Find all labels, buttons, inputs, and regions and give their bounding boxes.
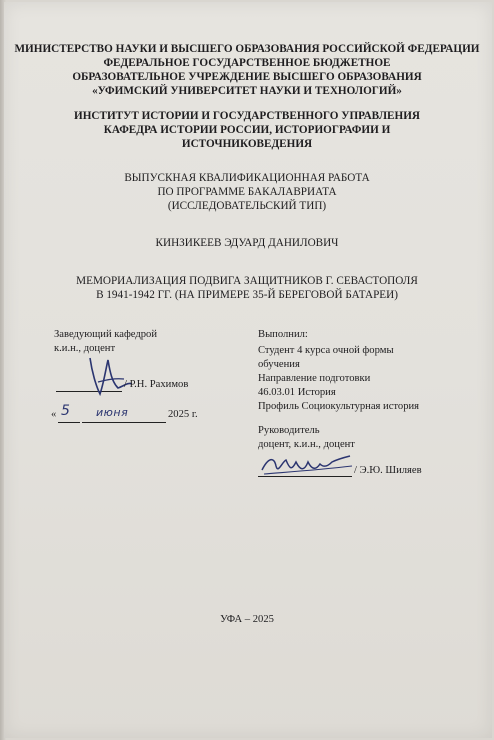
head-degree: к.и.н., доцент [54,343,116,354]
student-info-line: 46.03.01 История [258,387,336,398]
date-month-line [82,422,166,423]
institute-line: ИНСТИТУТ ИСТОРИИ И ГОСУДАРСТВЕННОГО УПРАВЛЕНИЯ [74,110,420,122]
supervisor-degree: доцент, к.и.н., доцент [258,439,355,450]
ministry-line: «УФИМСКИЙ УНИВЕРСИТЕТ НАУКИ И ТЕХНОЛОГИЙ» [92,85,402,97]
city-year [0,614,494,625]
ministry-header [0,42,494,98]
work-type-line: (ИССЛЕДОВАТЕЛЬСКИЙ ТИП) [167,200,327,212]
performed-label: Выполнил: [258,329,308,340]
supervisor-name: / Э.Ю. Шиляев [354,465,422,476]
institute-line: ИСТОЧНИКОВЕДЕНИЯ [181,138,313,150]
student-info-line: обучения [258,359,300,370]
ministry-line: ФЕДЕРАЛЬНОЕ ГОСУДАРСТВЕННОЕ БЮДЖЕТНОЕ [103,57,391,69]
head-signature [84,352,144,402]
ministry-line: ОБРАЗОВАТЕЛЬНОЕ УЧРЕЖДЕНИЕ ВЫСШЕГО ОБРАЗОВАНИЯ [72,71,422,83]
supervisor-block [258,424,468,452]
thesis-title [0,274,494,302]
head-of-department-block [54,328,244,356]
thesis-title-line: МЕМОРИАЛИЗАЦИЯ ПОДВИГА ЗАЩИТНИКОВ Г. СЕВАСТОПОЛЯ [76,275,418,287]
student-info-line: Направление подготовки [258,373,371,384]
work-type-line: ПО ПРОГРАММЕ БАКАЛАВРИАТА [157,186,337,198]
date-day-line [58,422,80,423]
student-block [258,328,468,414]
institute-line: КАФЕДРА ИСТОРИИ РОССИИ, ИСТОРИОГРАФИИ И [103,124,391,136]
date-month: июня [96,406,129,419]
city-year-text: УФА – 2025 [220,614,274,625]
institute-header [0,109,494,151]
ministry-line: МИНИСТЕРСТВО НАУКИ И ВЫСШЕГО ОБРАЗОВАНИЯ РОССИЙСКОЙ ФЕДЕРАЦИИ [14,43,480,55]
date-day: 5 [61,403,70,419]
work-type-line: ВЫПУСКНАЯ КВАЛИФИКАЦИОННАЯ РАБОТА [124,172,370,184]
head-name: / Р.Н. Рахимов [124,379,189,390]
supervisor-role: Руководитель [258,425,320,436]
date-year: 2025 г. [168,409,198,420]
student-info-line: Студент 4 курса очной формы [258,345,394,356]
thesis-title-line: В 1941-1942 ГГ. (НА ПРИМЕРЕ 35-Й БЕРЕГОВОЙ БАТАРЕИ) [96,289,398,301]
supervisor-signature [258,452,358,482]
head-role: Заведующий кафедрой [54,329,158,340]
student-info-line: Профиль Социокультурная история [258,401,420,412]
date-open-quote: « [51,409,57,420]
author-name [0,236,494,250]
author-name-text: КИНЗИКЕЕВ ЭДУАРД ДАНИЛОВИЧ [155,237,339,249]
work-type [0,171,494,213]
